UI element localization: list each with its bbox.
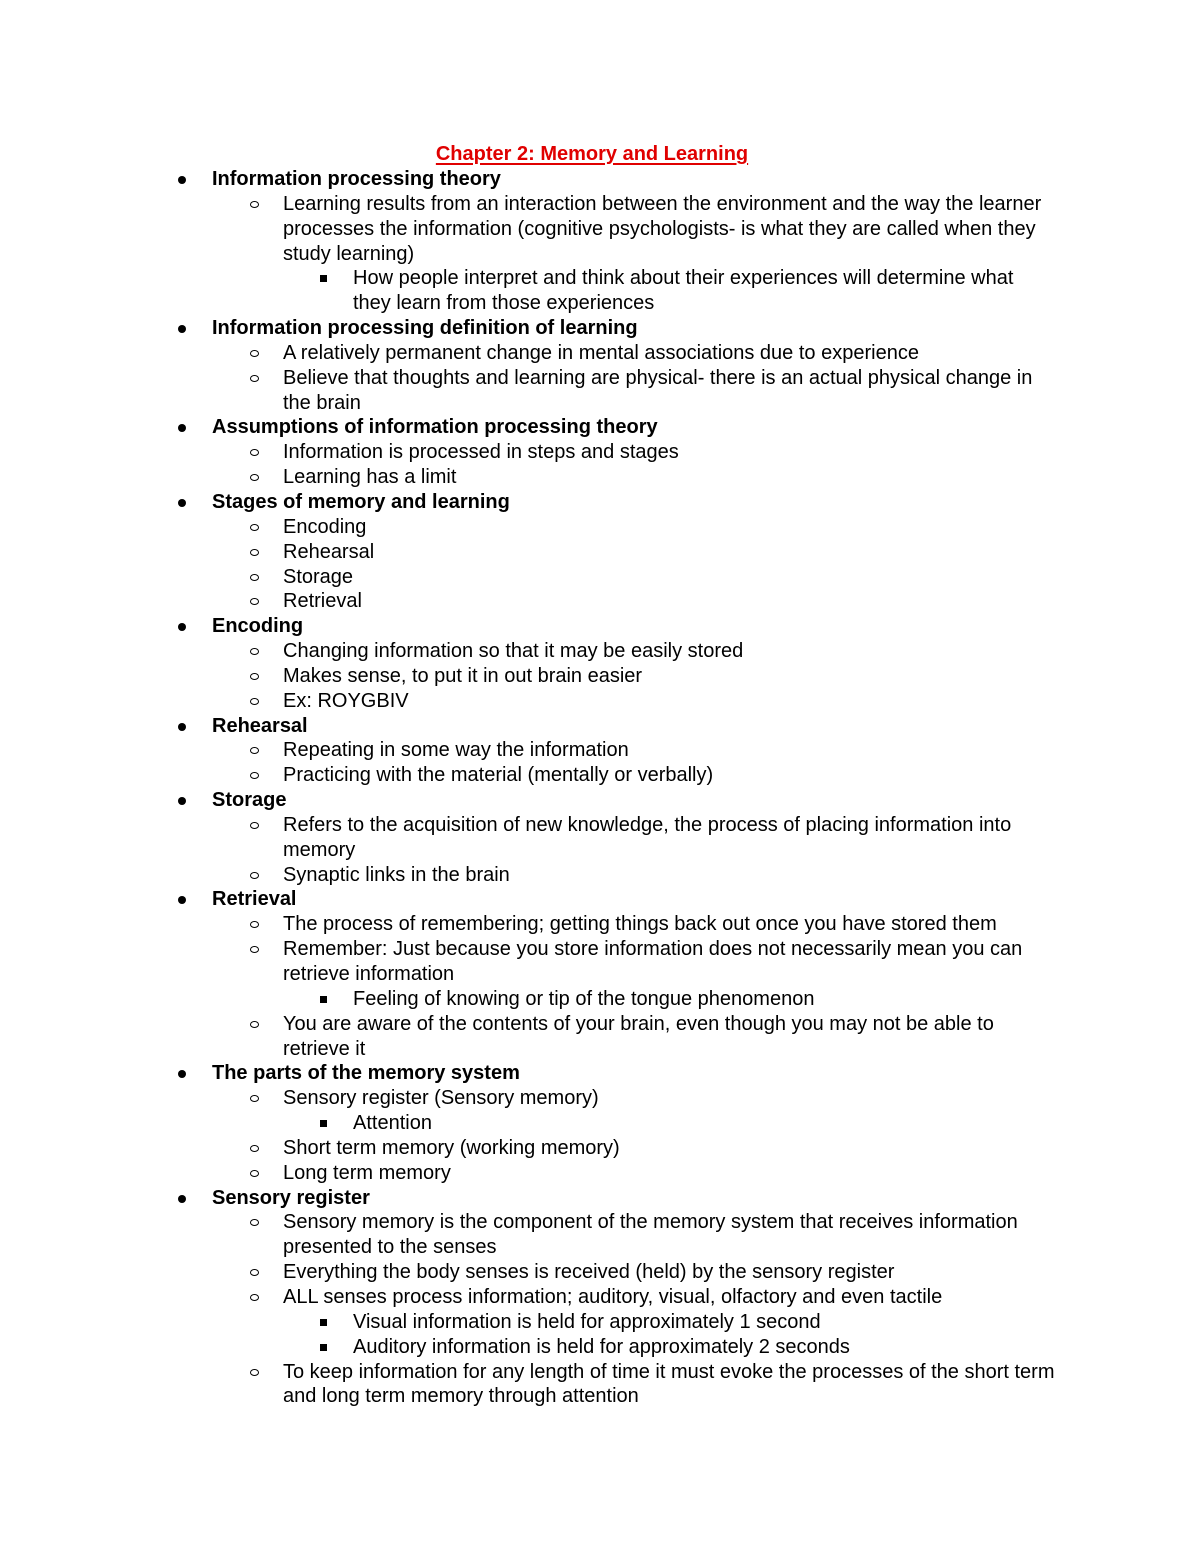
list-item: [0, 465, 1200, 490]
nested-item-text: Auditory information is held for approximately 2 seconds: [353, 1335, 850, 1358]
nested-item-text: Feeling of knowing or tip of the tongue phenomenon: [353, 987, 815, 1010]
list-item-text: Refers to the acquisition of new knowledge, the process of placing information into memory: [283, 813, 1012, 861]
nested-list: [0, 987, 1200, 1012]
hollow-bullet-icon: [250, 946, 259, 953]
section-heading: The parts of the memory system: [212, 1062, 520, 1085]
sub-list: [0, 1210, 1200, 1409]
square-bullet-icon: [320, 996, 327, 1003]
list-item: [0, 192, 1200, 316]
list-item: [0, 1136, 1200, 1161]
list-item-text: Storage: [283, 565, 354, 588]
hollow-bullet-icon: [250, 673, 259, 680]
list-item-text: The process of remembering; getting things back out once you have stored them: [283, 913, 997, 936]
section-heading: Retrieval: [212, 888, 297, 911]
list-item: [0, 440, 1200, 465]
hollow-bullet-icon: [250, 822, 259, 829]
list-item: [0, 639, 1200, 664]
list-item: [0, 1285, 1200, 1360]
list-item-text: Learning has a limit: [283, 466, 457, 489]
hollow-bullet-icon: [250, 375, 259, 382]
nested-list-item: [0, 266, 1200, 316]
sub-list: [0, 738, 1200, 788]
hollow-bullet-icon: [250, 1170, 259, 1177]
hollow-bullet-icon: [250, 1021, 259, 1028]
sub-list: [0, 813, 1200, 888]
list-item-text: Remember: Just because you store information does not necessarily mean you can retrieve information: [283, 938, 1023, 985]
hollow-bullet-icon: [250, 574, 259, 581]
section-heading: Assumptions of information processing theory: [212, 416, 658, 439]
sub-list: [0, 912, 1200, 1061]
hollow-bullet-icon: [250, 1095, 259, 1102]
list-item-text: Short term memory (working memory): [283, 1136, 620, 1159]
list-item: [0, 664, 1200, 689]
outline-section: [0, 1186, 1200, 1410]
list-item-text: Sensory register (Sensory memory): [283, 1087, 599, 1110]
list-item-text: Sensory memory is the component of the memory system that receives information presented to the senses: [283, 1211, 1018, 1259]
section-heading: Sensory register: [212, 1186, 370, 1209]
list-item-text: Believe that thoughts and learning are physical- there is an actual physical change in the brain: [283, 366, 1033, 414]
list-item-text: Everything the body senses is received (held) by the sensory register: [283, 1261, 895, 1284]
list-item-text: Practicing with the material (mentally or verbally): [283, 764, 714, 787]
filled-bullet-icon: [178, 797, 186, 805]
sub-list: [0, 1086, 1200, 1185]
list-item: [0, 1161, 1200, 1186]
list-item: [0, 1260, 1200, 1285]
sub-list: [0, 440, 1200, 490]
list-item-text: To keep information for any length of time it must evoke the processes of the short term and long term memory through attention: [283, 1360, 1055, 1408]
list-item: [0, 515, 1200, 540]
list-item-text: Long term memory: [283, 1161, 451, 1184]
filled-bullet-icon: [178, 1195, 186, 1203]
filled-bullet-icon: [178, 176, 186, 184]
list-item-text: A relatively permanent change in mental associations due to experience: [283, 341, 919, 364]
list-item-text: Rehearsal: [283, 540, 375, 563]
list-item: [0, 813, 1200, 863]
sub-list: [0, 515, 1200, 614]
outline-section: [0, 316, 1200, 415]
nested-item-text: Visual information is held for approximately 1 second: [353, 1310, 821, 1333]
list-item: [0, 540, 1200, 565]
hollow-bullet-icon: [250, 648, 259, 655]
list-item-text: Retrieval: [283, 590, 362, 613]
hollow-bullet-icon: [250, 598, 259, 605]
hollow-bullet-icon: [250, 1219, 259, 1226]
list-item-text: Synaptic links in the brain: [283, 863, 510, 886]
outline-section: [0, 1061, 1200, 1185]
nested-list-item: [0, 1335, 1200, 1360]
square-bullet-icon: [320, 1120, 327, 1127]
nested-list: [0, 266, 1200, 316]
list-item-text: Ex: ROYGBIV: [283, 689, 409, 712]
filled-bullet-icon: [178, 1070, 186, 1078]
hollow-bullet-icon: [250, 747, 259, 754]
hollow-bullet-icon: [250, 474, 259, 481]
list-item: [0, 1086, 1200, 1136]
nested-item-text: How people interpret and think about their experiences will determine what they learn from those experiences: [353, 267, 1014, 315]
outline-section: [0, 788, 1200, 887]
square-bullet-icon: [320, 1319, 327, 1326]
notes-outline: [0, 167, 1200, 1409]
list-item-text: Repeating in some way the information: [283, 739, 629, 762]
nested-item-text: Attention: [353, 1112, 432, 1135]
outline-section: [0, 415, 1200, 490]
hollow-bullet-icon: [250, 549, 259, 556]
outline-section: [0, 614, 1200, 713]
nested-list-item: [0, 1310, 1200, 1335]
section-heading: Storage: [212, 789, 287, 812]
nested-list-item: [0, 987, 1200, 1012]
list-item-text: Changing information so that it may be easily stored: [283, 640, 744, 663]
section-heading: Rehearsal: [212, 714, 308, 737]
filled-bullet-icon: [178, 623, 186, 631]
square-bullet-icon: [320, 1344, 327, 1351]
outline-section: [0, 490, 1200, 614]
list-item: [0, 341, 1200, 366]
hollow-bullet-icon: [250, 698, 259, 705]
section-heading: Information processing definition of learning: [212, 317, 638, 340]
hollow-bullet-icon: [250, 772, 259, 779]
outline-section: [0, 887, 1200, 1061]
list-item: [0, 863, 1200, 888]
list-item-text: Information is processed in steps and stages: [283, 441, 679, 464]
list-item: [0, 763, 1200, 788]
outline-section: [0, 167, 1200, 316]
section-heading: Information processing theory: [212, 168, 501, 190]
section-heading: Encoding: [212, 615, 304, 638]
hollow-bullet-icon: [250, 449, 259, 456]
list-item: [0, 1012, 1200, 1062]
list-item: [0, 589, 1200, 614]
list-item-text: Encoding: [283, 515, 367, 538]
hollow-bullet-icon: [250, 1294, 259, 1301]
filled-bullet-icon: [178, 896, 186, 904]
sub-list: [0, 639, 1200, 714]
nested-list: [0, 1111, 1200, 1136]
list-item-text: You are aware of the contents of your brain, even though you may not be able to retrieve it: [283, 1012, 994, 1060]
filled-bullet-icon: [178, 424, 186, 432]
list-item: [0, 1360, 1200, 1410]
list-item: [0, 366, 1200, 416]
list-item-text: ALL senses process information; auditory, visual, olfactory and even tactile: [283, 1285, 943, 1308]
list-item-text: Learning results from an interaction between the environment and the way the learner processes the information (cognitive psychologists- is what they are called when they study learning): [283, 192, 1042, 265]
filled-bullet-icon: [178, 499, 186, 507]
hollow-bullet-icon: [250, 1269, 259, 1276]
sub-list: [0, 341, 1200, 416]
section-heading: Stages of memory and learning: [212, 490, 510, 513]
hollow-bullet-icon: [250, 872, 259, 879]
list-item-text: Makes sense, to put it in out brain easier: [283, 664, 643, 687]
outline-section: [0, 714, 1200, 789]
square-bullet-icon: [320, 275, 327, 282]
hollow-bullet-icon: [250, 1145, 259, 1152]
hollow-bullet-icon: [250, 201, 259, 208]
sub-list: [0, 192, 1200, 316]
hollow-bullet-icon: [250, 921, 259, 928]
nested-list-item: [0, 1111, 1200, 1136]
nested-list: [0, 1310, 1200, 1360]
list-item: [0, 937, 1200, 1012]
list-item: [0, 689, 1200, 714]
list-item: [0, 1210, 1200, 1260]
list-item: [0, 912, 1200, 937]
filled-bullet-icon: [178, 325, 186, 333]
hollow-bullet-icon: [250, 350, 259, 357]
page-title: Chapter 2: Memory and Learning: [435, 143, 749, 165]
list-item: [0, 738, 1200, 763]
hollow-bullet-icon: [250, 1369, 259, 1376]
hollow-bullet-icon: [250, 524, 259, 531]
list-item: [0, 565, 1200, 590]
filled-bullet-icon: [178, 723, 186, 731]
